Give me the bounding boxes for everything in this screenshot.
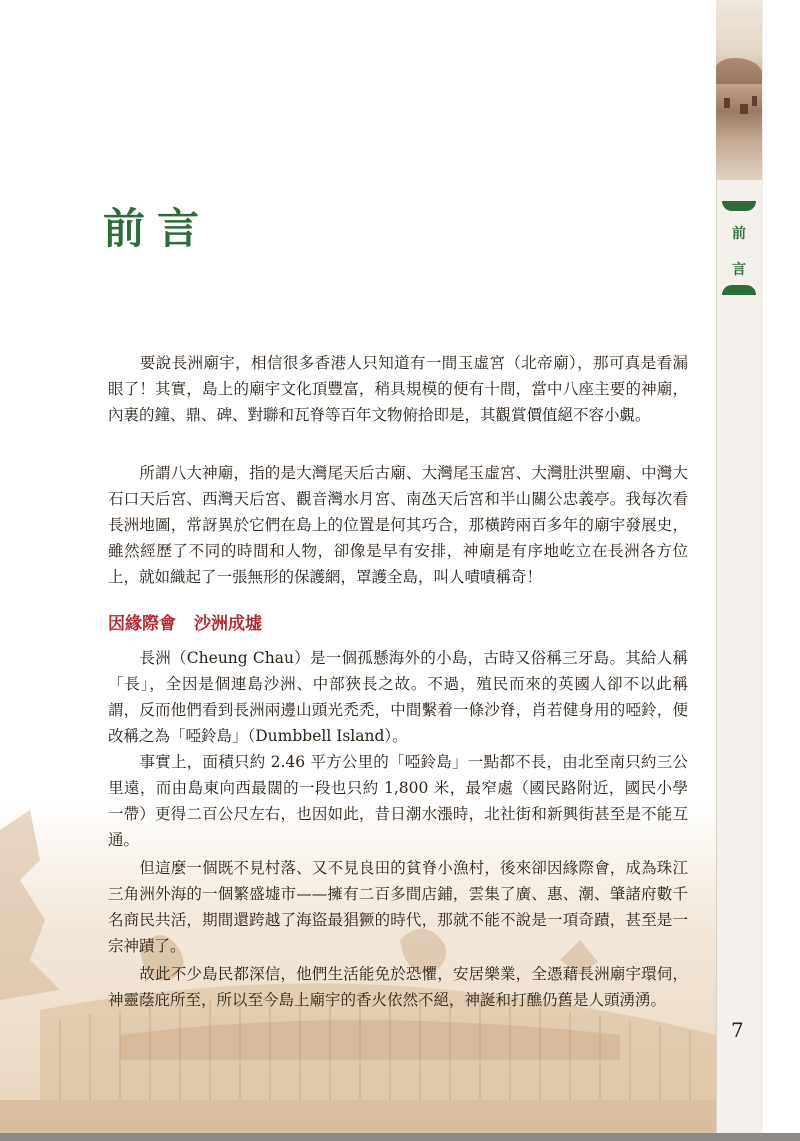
photo-boat [724, 98, 730, 108]
intro-paragraph: 要說長洲廟宇，相信很多香港人只知道有一間玉虛宮（北帝廟），那可真是看漏眼了！其實，島上的廟宇文化頂豐富，稍具規模的便有十間，當中八座主要的神廟，內裏的鐘、鼎、碑、對聯和瓦脊等百年文物俯拾即是，其觀賞價值絕不容小覷。 [108, 354, 688, 424]
harbour-photo [716, 0, 762, 180]
section-heading [108, 609, 280, 634]
tab-bracket-top [722, 201, 756, 211]
section-paragraph: 但這麼一個既不見村落、又不見良田的貧脊小漁村，後來卻因緣際會，成為珠江三角洲外海的一個繁盛墟市——擁有二百多間店鋪，雲集了廣、惠、潮、肇諸府數千名商民共活，期間還跨越了海盜最猖獗的時代，那就不能不說是一項奇蹟，甚至是一宗神蹟了。 [108, 859, 688, 955]
chapter-side-tab [722, 201, 756, 295]
bottom-edge-bar [0, 1133, 800, 1141]
page-title: 前言 [103, 204, 212, 253]
side-tab-char: 言 [732, 262, 746, 278]
page-number: 7 [731, 1018, 744, 1042]
intro-paragraph: 所謂八大神廟，指的是大灣尾天后古廟、大灣尾玉虛宮、大灣肚洪聖廟、中灣大石口天后宮、西灣天后宮、觀音灣水月宮、南氹天后宮和半山關公忠義亭。我每次看長洲地圖，常訝異於它們在島上的位置是何其巧合，那橫跨兩百多年的廟宇發展史，雖然經歷了不同的時間和人物，卻像是早有安排，神廟是有序地屹立在長洲各方位上，就如織起了一張無形的保護網，罩護全島，叫人嘖嘖稱奇！ [108, 464, 688, 586]
section-heading-part2: 沙洲成墟 [194, 614, 262, 634]
side-tab-char: 前 [732, 226, 746, 242]
section-heading-part1: 因緣際會 [108, 614, 176, 634]
photo-hill [716, 58, 762, 84]
photo-boat [740, 104, 748, 114]
section-paragraph: 長洲（Cheung Chau）是一個孤懸海外的小島，古時又俗稱三牙島。其給人稱「長」，全因是個連島沙洲、中部狹長之故。不過，殖民而來的英國人卻不以此稱謂，反而他們看到長洲兩邊山頭光禿禿，中間繫着一條沙脊，肖若健身用的啞鈴，便改稱之為「啞鈴島」（Dumbbell Island）。 [108, 649, 688, 745]
tab-bracket-bottom [722, 285, 756, 295]
section-paragraph: 故此不少島民都深信，他們生活能免於恐懼，安居樂業，全憑藉長洲廟宇環伺，神靈蔭庇所至，所以至今島上廟宇的香火依然不絕，神誕和打醮仍舊是人頭湧湧。 [108, 965, 688, 1009]
section-paragraph: 事實上，面積只約 2.46 平方公里的「啞鈴島」一點都不長，由北至南只約三公里遠，而由島東向西最闊的一段也只約 1,800 米，最窄處（國民路附近，國民小學一帶）更得二百公尺左右，也因如此，昔日潮水漲時，北社街和新興街甚至是不能互通。 [108, 753, 688, 849]
photo-boat [752, 96, 757, 106]
